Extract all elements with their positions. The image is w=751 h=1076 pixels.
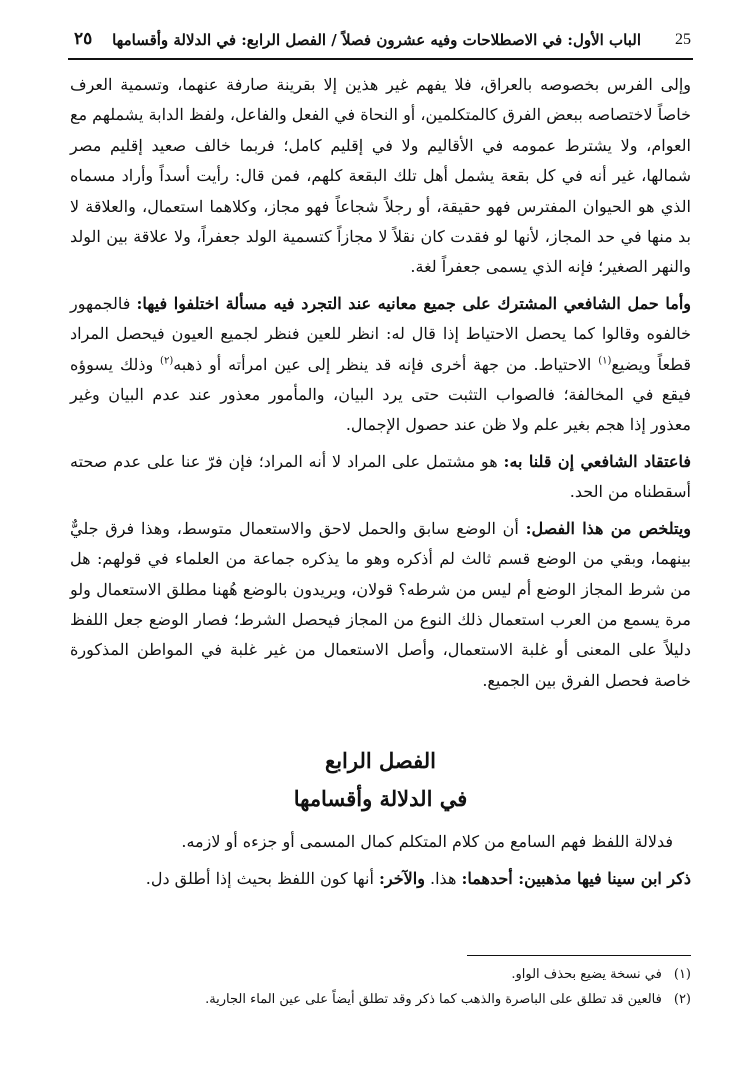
paragraph xyxy=(70,826,691,857)
page-number-arabic: ٢٥ xyxy=(74,29,93,49)
footnote-text: في نسخة يضيع بحذف الواو. xyxy=(511,967,662,982)
main-text xyxy=(70,70,691,696)
footnotes xyxy=(70,962,691,1012)
paragraph-text: وذلك يسوؤه فيقع في المخالفة؛ فالصواب التثبت حتى يرد البيان، والمأمور معذور عند عدم البيان وغير معذور إذا هجم بغير علم ولا ظن عند حصول الإجمال. xyxy=(70,354,691,435)
paragraph-text: هو مشتمل على المراد لا أنه المراد؛ فإن فرّ عنا على عدم صحته أسقطناه من الحد. xyxy=(70,451,691,502)
paragraph-lead: والآخر: xyxy=(379,869,425,888)
paragraph-lead: ذكر ابن سينا فيها مذهبين: أحدهما: xyxy=(461,869,691,888)
footnote-ref: (١) xyxy=(598,355,612,367)
chapter-text xyxy=(70,826,691,894)
chapter-subtitle: في الدلالة وأقسامها xyxy=(293,786,468,811)
footnote-marker: (١) xyxy=(673,967,691,982)
footnote-divider xyxy=(467,955,691,956)
footnote-ref: (٢) xyxy=(160,355,174,367)
page-number-latin: 25 xyxy=(675,31,691,48)
paragraph xyxy=(70,447,691,508)
paragraph-text: هذا. xyxy=(424,869,462,888)
paragraph-text: فالجمهور خالفوه وقالوا كما يحصل الاحتياط إذا قال له: انظر للعين فنظر لجميع العيون فيحصل المراد قطعاً ويضيع xyxy=(70,293,692,374)
chapter-title: الفصل الرابع xyxy=(325,748,436,773)
paragraph-text: وإلى الفرس بخصوصه بالعراق، فلا يفهم غير هذين إلا بقرينة صارفة عنهما، وتسمية العرف خاصاً لاختصاصه ببعض الفرق كالمتكلمين، أو النحاة في الفعل والفاعل، ولفظ الدابة يشملهم مع العوام، ولا يشترط عمومه في الأقاليم ولا في إقليم كامل؛ فربما خالف صعيد إقليم مصر شمالها، غير أنه في كل بقعة يشمل أهل تلك البقعة كلهم، فمن قال: رأيت أسداً وأراد مسماه الذي هو الحيوان المفترس فهو حقيقة، أو رجلاً شجاعاً فهو مجاز، وكلاهما استعمال، والعلاقة لا بد منها في حد المجاز، لأنها لو فقدت كان نقلاً لا مجازاً كتسمية الولد جعفراً، ولا علاقة بين الولد والنهر الصغير؛ فإنه الذي يسمى جعفراً لغة. xyxy=(70,75,691,277)
paragraph xyxy=(70,289,691,441)
paragraph xyxy=(70,514,691,696)
paragraph xyxy=(70,70,691,283)
page-header xyxy=(68,26,693,60)
footnote-text: فالعين قد تطلق على الباصرة والذهب كما ذكر وقد تطلق أيضاً على عين الماء الجارية. xyxy=(205,992,662,1007)
paragraph-text: فدلالة اللفظ فهم السامع من كلام المتكلم كمال المسمى أو جزءه أو لازمه. xyxy=(181,832,673,851)
paragraph xyxy=(70,863,691,894)
paragraph-text: أنها كون اللفظ بحيث إذا أطلق دل. xyxy=(145,869,380,888)
paragraph-text: أن الوضع سابق والحمل لاحق والاستعمال متوسط، وهذا فرق جليٌّ بينهما، وبقي من الوضع قسم ثالث لم أذكره وهو ما يذكره جماعة من العلماء في قولهم: هل من شرط المجاز الوضع أم ليس من شرطه؟ قولان، ويريدون بالوضع هُهنا مطلق الاستعمال ولو مرة يسمع من العرب استعمال ذلك النوع من المجاز فيحصل الشرط؛ فصار الوضع جعل اللفظ دليلاً على المعنى أو غلبة الاستعمال، وأصل الاستعمال من غير غلبة في المواطن المذكورة خاصة فحصل الفرق بين الجميع. xyxy=(70,518,691,690)
footnote xyxy=(70,987,691,1012)
footnote xyxy=(70,962,691,987)
paragraph-lead: ويتلخص من هذا الفصل: xyxy=(525,518,691,538)
paragraph-lead: فاعتقاد الشافعي إن قلنا به: xyxy=(503,451,691,471)
running-title: الباب الأول: في الاصطلاحات وفيه عشرون فصلاً / الفصل الرابع: في الدلالة وأقسامها xyxy=(112,31,641,49)
footnote-marker: (٢) xyxy=(673,992,691,1007)
paragraph-text: الاحتياط. من جهة أخرى فإنه قد ينظر إلى عين امرأته أو ذهبه xyxy=(173,354,599,374)
chapter-heading xyxy=(70,742,691,818)
paragraph-lead: وأما حمل الشافعي المشترك على جميع معانيه عند التجرد فيه مسألة اختلفوا فيها: xyxy=(136,293,692,313)
